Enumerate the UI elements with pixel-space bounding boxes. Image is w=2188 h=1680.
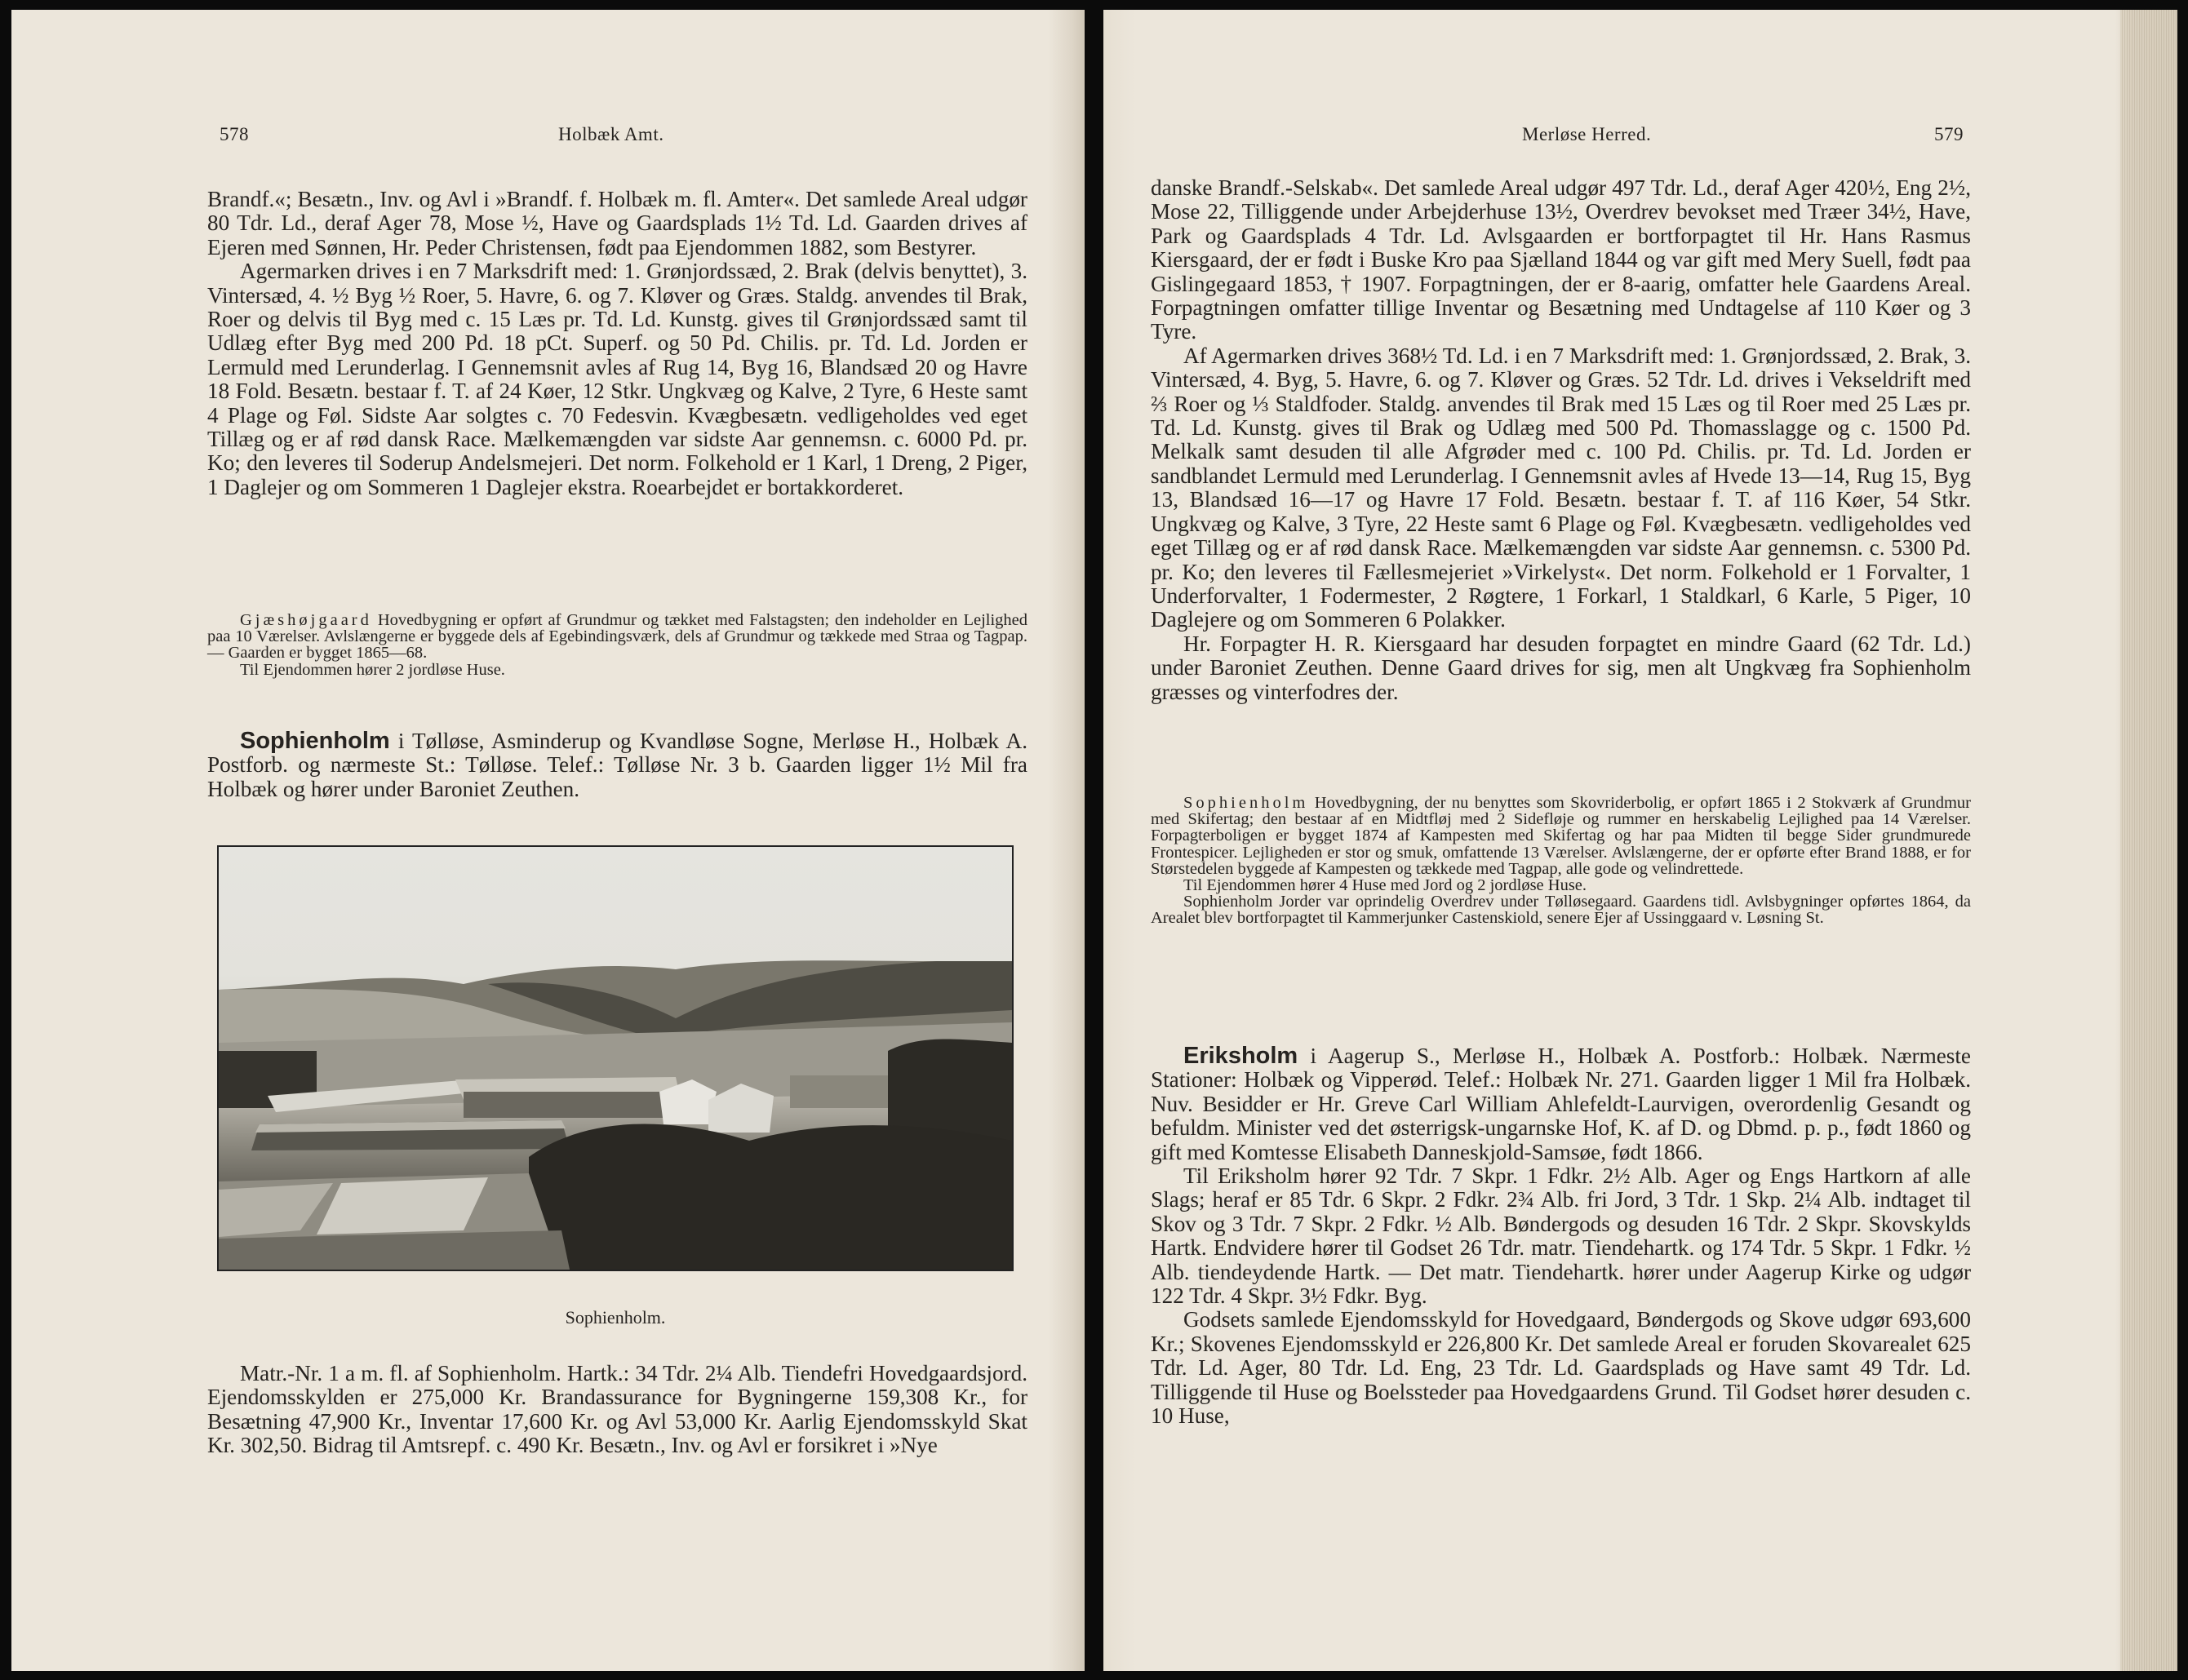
estate-name: Sophienholm xyxy=(1183,794,1309,812)
left-text-bottom xyxy=(207,1362,1027,1458)
running-head-left: Holbæk Amt. xyxy=(558,124,664,144)
paragraph: Godsets samlede Ejendomsskyld for Hovedgaard, Bøndergods og Skove udgør 693,600 Kr.; Skovenes Ejendomsskyld er 226,800 Kr. Det samlede Areal er foruden Skovarealet 625 Tdr. Ld. Ager, 80 Tdr. Ld. Eng, 23 Tdr. Ld. Gaardsplads og Have samt 49 Tdr. Ld. Tilliggende til Huse og Boelssteder paa Hovedgaardens Grund. Til Godset hører desuden c. 10 Huse, xyxy=(1151,1307,1971,1429)
paragraph: Hr. Forpagter H. R. Kiersgaard har desuden forpagtet en mindre Gaard (62 Tdr. Ld.) under Baroniet Zeuthen. Denne Gaard drives for sig, men alt Ungkvæg fra Sophienholm græsses og vinterfodres der. xyxy=(1151,631,1971,704)
paragraph: danske Brandf.-Selskab«. Det samlede Areal udgør 497 Tdr. Ld., deraf Ager 420½, Eng 2½, Mose 22, Tilliggende under Arbejderhuse 13½, Overdrev bevokset med Træer 34½, Have, Park og Gaardsplads 4 Tdr. Ld. Avlsgaarden er bortforpagtet til Hr. Hans Rasmus Kiersgaard, der er født i Buske Kro paa Sjælland 1844 og var gift med Mery Suell, født paa Gislingegaard 1853, † 1907. Forpagtningen, der er 8-aarig, omfatter hele Gaardens Areal. Forpagtningen omfatter tillige Inventar og Besætning med Undtagelse af 110 Køer og 3 Tyre. xyxy=(1151,175,1971,344)
left-entry xyxy=(207,729,1027,801)
small-paragraph: Sophienholm Jorder var oprindelig Overdrev under Tølløsegaard. Gaardens tidl. Avlsbygninger opførtes 1864, da Arealet blev bortforpagtet til Kammerjunker Castenskiold, senere Ejer af Ussinggaard v. Løsning St. xyxy=(1151,893,1971,928)
left-page xyxy=(11,10,1085,1671)
page-number-right: 579 xyxy=(1934,124,1964,144)
right-page xyxy=(1103,10,2177,1671)
left-text-top xyxy=(207,188,1027,499)
page-number-left: 578 xyxy=(220,124,249,144)
small-paragraph: Sophienholm Hovedbygning, der nu benyttes som Skovriderbolig, er opført 1865 i 2 Stokværk af Grundmur med Skifertag; den bestaar af en Midtfløj med 2 Sidefløje og rummer en herskabelig Lejlighed paa 14 Værelser. Forpagterboligen er bygget 1874 af Kampesten med Skifertag og har paa Midten til begge Sider grundmurede Frontespicer. Lejligheden er stor og smuk, omfattende 13 Værelser. Avlslængerne, der er opførte efter Brand 1888, er for Størstedelen byggede af Kampesten og tækkede med Tagpap, alle gode og velindrettede. xyxy=(1151,794,1971,878)
paragraph: Brandf.«; Besætn., Inv. og Avl i »Brandf. f. Holbæk m. fl. Amter«. Det samlede Areal udgør 80 Tdr. Ld., deraf Ager 78, Mose ½, Have og Gaardsplads 1½ Td. Ld. Gaarden drives af Ejeren med Sønnen, Hr. Peder Christensen, født paa Ejendommen 1882, som Bestyrer. xyxy=(207,187,1027,259)
entry-title: Eriksholm xyxy=(1183,1043,1298,1069)
page-edges xyxy=(2120,10,2177,1671)
entry-paragraph: Eriksholm i Aagerup S., Merløse H., Holbæk A. Postforb.: Holbæk. Nærmeste Stationer: Holbæk og Vipperød. Telef.: Holbæk Nr. 271. Gaarden ligger 1 Mil fra Holbæk. Nuv. Besidder er Hr. Greve Carl William Ahlefeldt-Laurvigen, overordenlig Gesandt og befuldm. Minister ved det østerrigsk-ungarnske Hof, K. af D. og Dbmd. p. p., født 1860 og gift med Komtesse Elisabeth Danneskjold-Samsøe, født 1866. xyxy=(1151,1043,1971,1164)
sophienholm-photo xyxy=(217,845,1014,1271)
small-paragraph: Gjæshøjgaard Hovedbygning er opført af Grundmur og tækket med Falstagsten; den indeholder en Lejlighed paa 10 Værelser. Avlslængerne er byggede dels af Egebindingsværk, dels af Grundmur og tækkede med Straa og Tagpap. — Gaarden er bygget 1865—68. xyxy=(207,611,1027,663)
estate-name: Gjæshøjgaard xyxy=(240,611,372,629)
paragraph: Af Agermarken drives 368½ Td. Ld. i en 7 Marksdrift med: 1. Grønjordssæd, 2. Brak, 3. Vintersæd, 4. Byg, 5. Havre, 6. og 7. Kløver og Græs. 52 Tdr. Ld. drives i Vekseldrift med ⅔ Roer og ⅓ Staldfoder. Staldg. anvendes til Brak med 15 Læs og til Roer med 25 Læs pr. Td. Ld. Kunstg. gives til Brak og Udlæg med 500 Pd. Thomasslagge og c. 1500 Pd. Melkalk samt desuden til alle Afgrøder med c. 100 Pd. Chilis. pr. Td. Ld. Jorden er sandblandet Lermuld med Lerunderlag. I Gennemsnit avles af Hvede 13—14, Rug 15, Byg 13, Blandsæd 16—17 og Havre 17 Fold. Besætn. bestaar f. T. af 116 Køer, 54 Stkr. Ungkvæg og Kalve, 3 Tyre, 22 Heste samt 6 Plage og Føl. Kvægbesætn. vedligeholdes ved eget Tillæg og er af rød dansk Race. Mælkemængden var sidste Aar gennemsn. c. 5300 Pd. pr. Ko; den leveres til Fællesmejeriet »Virkelyst«. Det norm. Folkehold er 1 Forvalter, 1 Underforvalter, 1 Fodermester, 2 Røgtere, 1 Forkarl, 1 Staldkarl, 6 Karle, 5 Piger, 10 Daglejere og om Sommeren 6 Polakker. xyxy=(1151,343,1971,632)
small-paragraph: Til Ejendommen hører 2 jordløse Huse. xyxy=(240,660,505,679)
running-head-right: Merløse Herred. xyxy=(1522,124,1652,144)
paragraph: Agermarken drives i en 7 Marksdrift med: 1. Grønjordssæd, 2. Brak (delvis benyttet), 3. Vintersæd, 4. ½ Byg ½ Roer, 5. Havre, 6. og 7. Kløver og Græs. Staldg. anvendes til Brak, Roer og delvis til Byg med c. 15 Læs pr. Td. Ld. Kunstg. gives til Grønjordssæd samt til Udlæg efter Byg med 200 Pd. 18 pCt. Superf. og 50 Pd. Chilis. pr. Td. Ld. Jorden er Lermuld med Lerunderlag. I Gennemsnit avles af Rug 14, Byg 16, Blandsæd 20 og Havre 18 Fold. Besætn. bestaar f. T. af 24 Køer, 12 Stkr. Ungkvæg og Kalve, 2 Tyre, 6 Heste samt 4 Plage og Føl. Sidste Aar solgtes c. 70 Fedesvin. Kvægbesætn. vedligeholdes ved eget Tillæg og er af rød dansk Race. Mælkemængden var sidste Aar gennemsn. c. 6000 Pd. pr. Ko; den leveres til Soderup Andelsmejeri. Det norm. Folkehold er 1 Karl, 1 Dreng, 2 Piger, 1 Daglejer og om Sommeren 1 Daglejer ekstra. Roearbejdet er bortakkorderet. xyxy=(207,259,1027,499)
entry-title: Sophienholm xyxy=(240,728,390,754)
small-paragraph: Til Ejendommen hører 4 Huse med Jord og 2 jordløse Huse. xyxy=(1183,876,1587,895)
right-text-top xyxy=(1151,176,1971,704)
right-small-note xyxy=(1151,795,1971,927)
paragraph: Til Eriksholm hører 92 Tdr. 7 Skpr. 1 Fdkr. 2½ Alb. Ager og Engs Hartkorn af alle Slags; heraf er 85 Tdr. 6 Skpr. 2 Fdkr. 2¾ Alb. fri Jord, 3 Tdr. 1 Skp. 2¼ Alb. indtaget til Skov og 3 Tdr. 7 Skpr. 2 Fdkr. ½ Alb. Bøndergods og desuden 16 Tdr. 2 Skpr. Skovskylds Hartk. Endvidere hører til Godset 26 Tdr. matr. Tiendehartk. og 174 Tdr. 5 Skpr. 1 Fdkr. ½ Alb. tiendeydende Hartk. — Det matr. Tiendehartk. hører under Aagerup Kirke og udgør 122 Tdr. 4 Skpr. 3½ Fdkr. Byg. xyxy=(1151,1164,1971,1309)
left-page-header xyxy=(207,124,1027,148)
right-entry xyxy=(1151,1044,1971,1429)
paragraph: Matr.-Nr. 1 a m. fl. af Sophienholm. Hartk.: 34 Tdr. 2¼ Alb. Tiendefri Hovedgaardsjord. Ejendomsskylden er 275,000 Kr. Brandassurance for Bygningerne 159,308 Kr., for Besætning 47,900 Kr., Inventar 17,600 Kr. og Avl 53,000 Kr. Aarlig Ejendomsskyld Skat Kr. 302,50. Bidrag til Amtsrepf. c. 490 Kr. Besætn., Inv. og Avl er forsikret i »Nye xyxy=(207,1361,1027,1458)
entry-paragraph: Sophienholm i Tølløse, Asminderup og Kvandløse Sogne, Merløse H., Holbæk A. Postforb. og nærmeste St.: Tølløse. Telef.: Tølløse Nr. 3 b. Gaarden ligger 1½ Mil fra Holbæk og hører under Baroniet Zeuthen. xyxy=(207,728,1027,801)
left-small-note xyxy=(207,612,1027,678)
right-page-header xyxy=(1151,124,1971,148)
photo-caption: Sophienholm. xyxy=(565,1307,666,1328)
